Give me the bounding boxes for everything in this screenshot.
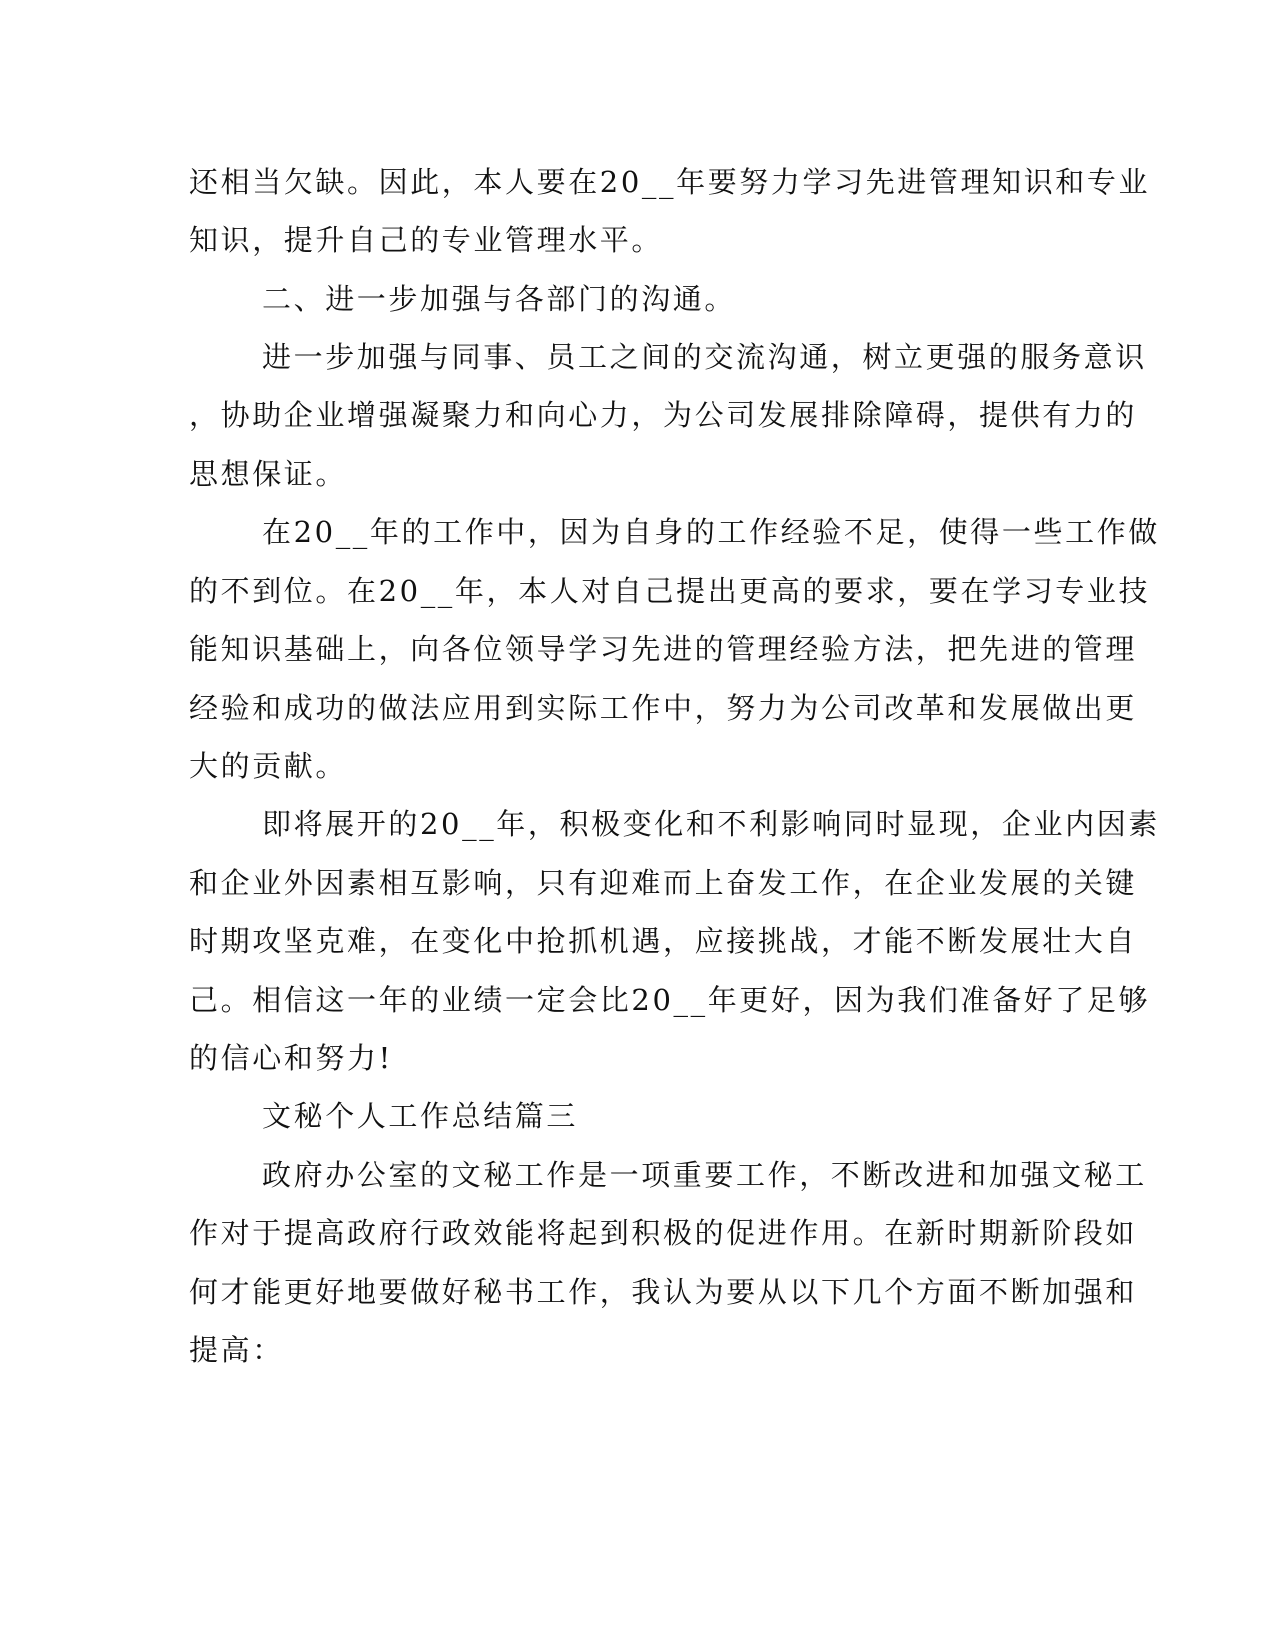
text-line-8: 的不到位。在20__年，本人对自己提出更高的要求，要在学习专业技	[189, 574, 1151, 608]
text-line-20: 何才能更好地要做好秘书工作，我认为要从以下几个方面不断加强和	[189, 1275, 1138, 1309]
text-line-13: 和企业外因素相互影响，只有迎难而上奋发工作，在企业发展的关键	[189, 866, 1138, 900]
text-line-6: 思想保证。	[189, 457, 348, 491]
text-line-21: 提高：	[189, 1333, 284, 1367]
text-line-4: 进一步加强与同事、员工之间的交流沟通，树立更强的服务意识	[262, 340, 1147, 374]
text-line-5: ，协助企业增强凝聚力和向心力，为公司发展排除障碍，提供有力的	[189, 398, 1138, 432]
text-line-16: 的信心和努力!	[189, 1041, 393, 1075]
text-line-1: 还相当欠缺。因此，本人要在20__年要努力学习先进管理知识和专业	[189, 165, 1151, 199]
text-line-2: 知识，提升自己的专业管理水平。	[189, 223, 664, 257]
section-title-part-3: 文秘个人工作总结篇三	[262, 1099, 579, 1133]
text-line-7: 在20__年的工作中，因为自身的工作经验不足，使得一些工作做	[262, 515, 1160, 549]
text-line-10: 经验和成功的做法应用到实际工作中，努力为公司改革和发展做出更	[189, 691, 1138, 725]
section-heading-2: 二、进一步加强与各部门的沟通。	[262, 282, 737, 316]
text-line-18: 政府办公室的文秘工作是一项重要工作，不断改进和加强文秘工	[262, 1158, 1147, 1192]
text-line-12: 即将展开的20__年，积极变化和不利影响同时显现，企业内因素	[262, 807, 1160, 841]
text-line-11: 大的贡献。	[189, 749, 348, 783]
text-line-9: 能知识基础上，向各位领导学习先进的管理经验方法，把先进的管理	[189, 632, 1138, 666]
text-line-15: 己。相信这一年的业绩一定会比20__年更好，因为我们准备好了足够	[189, 983, 1151, 1017]
text-line-14: 时期攻坚克难，在变化中抢抓机遇，应接挑战，才能不断发展壮大自	[189, 924, 1138, 958]
text-line-19: 作对于提高政府行政效能将起到积极的促进作用。在新时期新阶段如	[189, 1216, 1138, 1250]
